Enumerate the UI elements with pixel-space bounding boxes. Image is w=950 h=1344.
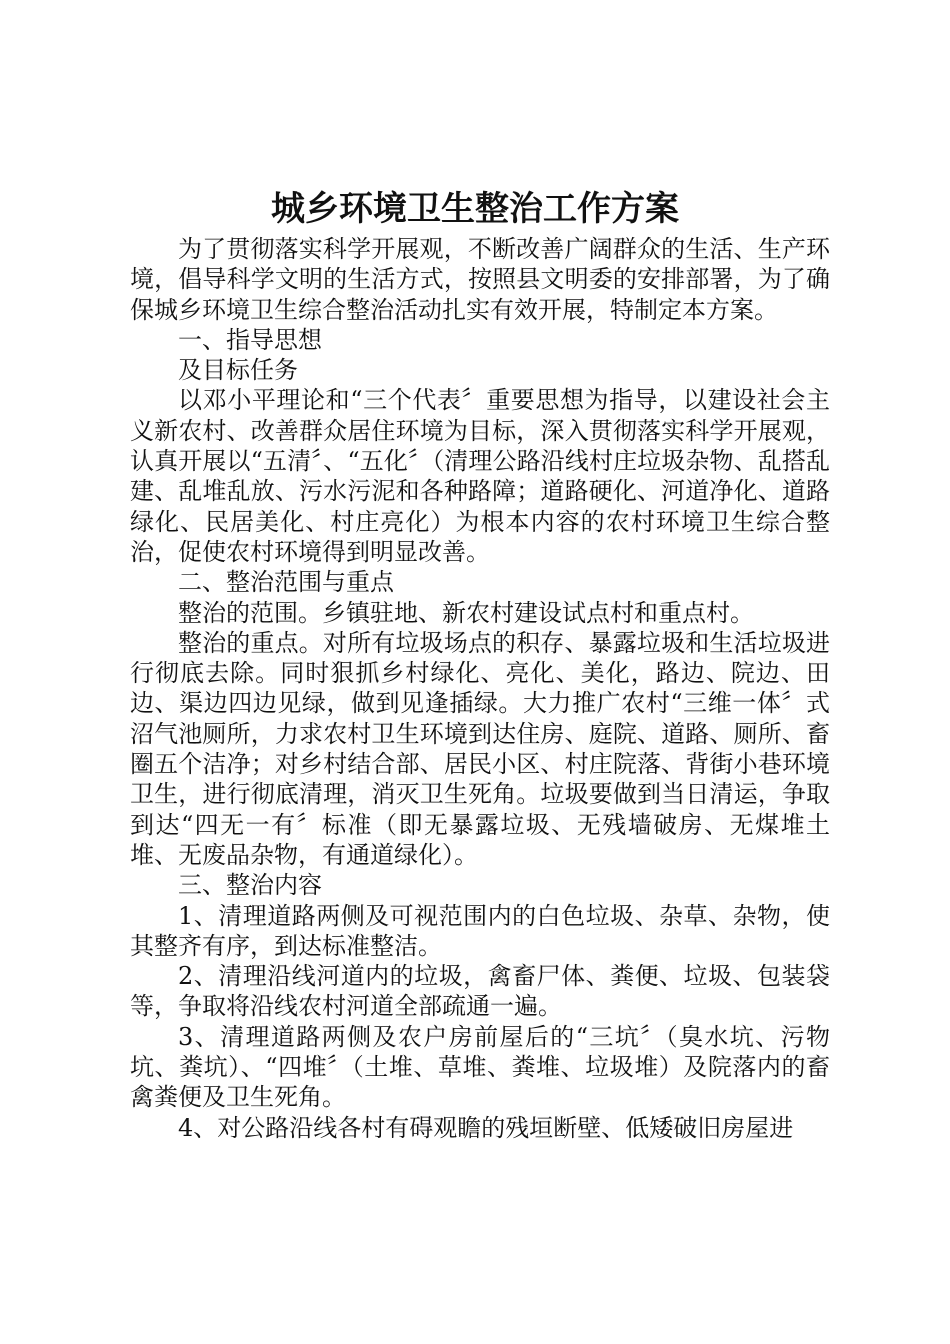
section-heading-guiding-thought: 一、指导思想 <box>178 325 322 354</box>
section-heading-content: 三、整治内容 <box>178 871 322 900</box>
paragraph-guiding-thought: 以邓小平理论和“三个代表〞重要思想为指导，以建设社会主义新农村、改善群众居住环境为目标，深入贯彻落实科学开展观，认真开展以“五清〞、“五化〞（清理公路沿线村庄垃圾杂物、乱搭乱建、乱堆乱放、污水污泥和各种路障；道路硬化、河道净化、道路绿化、民居美化、村庄亮化）为根本内容的农村环境卫生综合整治，促使农村环境得到明显改善。 <box>130 386 830 566</box>
document-body <box>130 234 830 1143</box>
document-title: 城乡环境卫生整治工作方案 <box>271 189 679 229</box>
paragraph-scope: 整治的范围。乡镇驻地、新农村建设试点村和重点村。 <box>178 598 754 627</box>
list-item-3: 3、清理道路两侧及农户房前屋后的“三坑〞（臭水坑、污物坑、粪坑）、“四堆〞（土堆、草堆、粪堆、垃圾堆）及院落内的畜禽粪便及卫生死角。 <box>130 1022 830 1112</box>
paragraph-intro: 为了贯彻落实科学开展观，不断改善广阔群众的生活、生产环境，倡导科学文明的生活方式，按照县文明委的安排部署，为了确保城乡环境卫生综合整治活动扎实有效开展，特制定本方案。 <box>130 235 830 324</box>
list-item-1: 1、清理道路两侧及可视范围内的白色垃圾、杂草、杂物，使其整齐有序，到达标准整洁。 <box>130 901 830 960</box>
list-item-4: 4、对公路沿线各村有碍观瞻的残垣断壁、低矮破旧房屋进 <box>178 1113 794 1142</box>
section-heading-scope: 二、整治范围与重点 <box>178 568 394 597</box>
paragraph-focus: 整治的重点。对所有垃圾场点的积存、暴露垃圾和生活垃圾进行彻底去除。同时狠抓乡村绿化、亮化、美化，路边、院边、田边、渠边四边见绿，做到见逢插绿。大力推广农村“三维一体〞式沼气池厕所，力求农村卫生环境到达住房、庭院、道路、厕所、畜圈五个洁净；对乡村结合部、居民小区、村庄院落、背街小巷环境卫生，进行彻底清理，消灭卫生死角。垃圾要做到当日清运，争取到达“四无一有〞标准（即无暴露垃圾、无残墙破房、无煤堆土堆、无废品杂物，有通道绿化）。 <box>130 628 830 869</box>
section-heading-goals: 及目标任务 <box>178 356 298 385</box>
list-item-2: 2、清理沿线河道内的垃圾，禽畜尸体、粪便、垃圾、包装袋等，争取将沿线农村河道全部疏通一遍。 <box>130 962 830 1021</box>
